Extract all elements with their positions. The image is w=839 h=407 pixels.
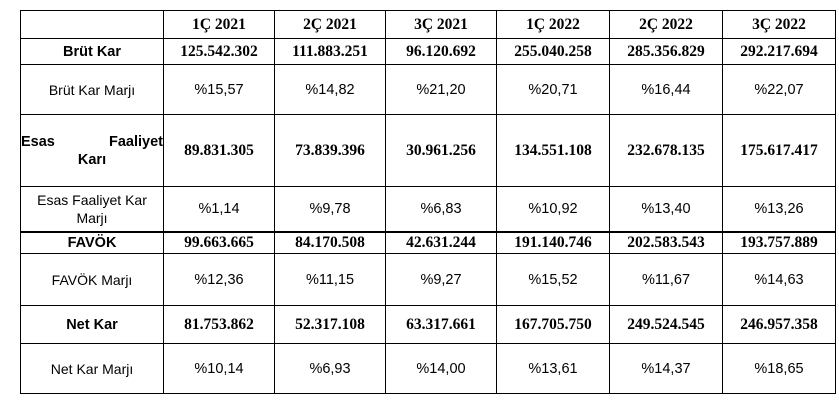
row-label: Net Kar [21,306,164,344]
cell-value: 111.883.251 [275,39,386,65]
row-label: Net Kar Marjı [21,344,164,394]
cell-value: %16,44 [610,65,723,115]
cell-value: %10,14 [164,344,275,394]
cell-value: 134.551.108 [497,115,610,187]
cell-value: %13,40 [610,187,723,232]
cell-value: 232.678.135 [610,115,723,187]
table-row-esas-faaliyet-kari [21,115,836,187]
cell-value: 99.663.665 [164,232,275,254]
row-label [21,187,164,232]
row-label: FAVÖK [21,232,164,254]
cell-value: 292.217.694 [723,39,836,65]
cell-value: 193.757.889 [723,232,836,254]
table-row-brut-kar-marji [21,65,836,115]
header-row [21,11,836,39]
cell-value: %14,37 [610,344,723,394]
cell-value: 246.957.358 [723,306,836,344]
row-label-word: Esas [21,133,55,150]
cell-value: %12,36 [164,254,275,306]
cell-value: %15,57 [164,65,275,115]
cell-value: %14,63 [723,254,836,306]
cell-value: %11,67 [610,254,723,306]
row-label [21,115,164,187]
cell-value: 52.317.108 [275,306,386,344]
cell-value: %21,20 [386,65,497,115]
cell-value: 84.170.508 [275,232,386,254]
row-label: Brüt Kar Marjı [21,65,164,115]
cell-value: %13,61 [497,344,610,394]
row-label-line: Karı [77,151,107,168]
financial-table [20,10,836,394]
cell-value: %1,14 [164,187,275,232]
cell-value: 30.961.256 [386,115,497,187]
row-label-line: Marjı [76,209,108,226]
cell-value: 191.140.746 [497,232,610,254]
table-row-favok-marji [21,254,836,306]
column-header: 1Ç 2022 [497,11,610,39]
table-row-net-kar-marji [21,344,836,394]
cell-value: 89.831.305 [164,115,275,187]
row-label-word: Faaliyet [109,133,163,150]
cell-value: %15,52 [497,254,610,306]
table-row-favok [21,232,836,254]
cell-value: 81.753.862 [164,306,275,344]
cell-value: %13,26 [723,187,836,232]
cell-value: %9,78 [275,187,386,232]
cell-value: %18,65 [723,344,836,394]
row-label: Brüt Kar [21,39,164,65]
cell-value: %14,00 [386,344,497,394]
cell-value: 175.617.417 [723,115,836,187]
cell-value: %9,27 [386,254,497,306]
row-label-line: Esas Faaliyet Kar [37,191,147,208]
cell-value: %14,82 [275,65,386,115]
cell-value: 285.356.829 [610,39,723,65]
cell-value: %6,93 [275,344,386,394]
table-row-brut-kar [21,39,836,65]
cell-value: 96.120.692 [386,39,497,65]
row-label: FAVÖK Marjı [21,254,164,306]
column-header: 1Ç 2021 [164,11,275,39]
cell-value: %20,71 [497,65,610,115]
cell-value: 73.839.396 [275,115,386,187]
cell-value: 249.524.545 [610,306,723,344]
cell-value: %22,07 [723,65,836,115]
column-header: 2Ç 2022 [610,11,723,39]
cell-value: 202.583.543 [610,232,723,254]
cell-value: 125.542.302 [164,39,275,65]
header-empty-cell [21,11,164,39]
cell-value: 63.317.661 [386,306,497,344]
table-row-esas-faaliyet-kar-marji [21,187,836,232]
column-header: 3Ç 2021 [386,11,497,39]
column-header: 2Ç 2021 [275,11,386,39]
cell-value: %11,15 [275,254,386,306]
cell-value: %10,92 [497,187,610,232]
column-header: 3Ç 2022 [723,11,836,39]
cell-value: 255.040.258 [497,39,610,65]
cell-value: %6,83 [386,187,497,232]
cell-value: 42.631.244 [386,232,497,254]
cell-value: 167.705.750 [497,306,610,344]
table-row-net-kar [21,306,836,344]
